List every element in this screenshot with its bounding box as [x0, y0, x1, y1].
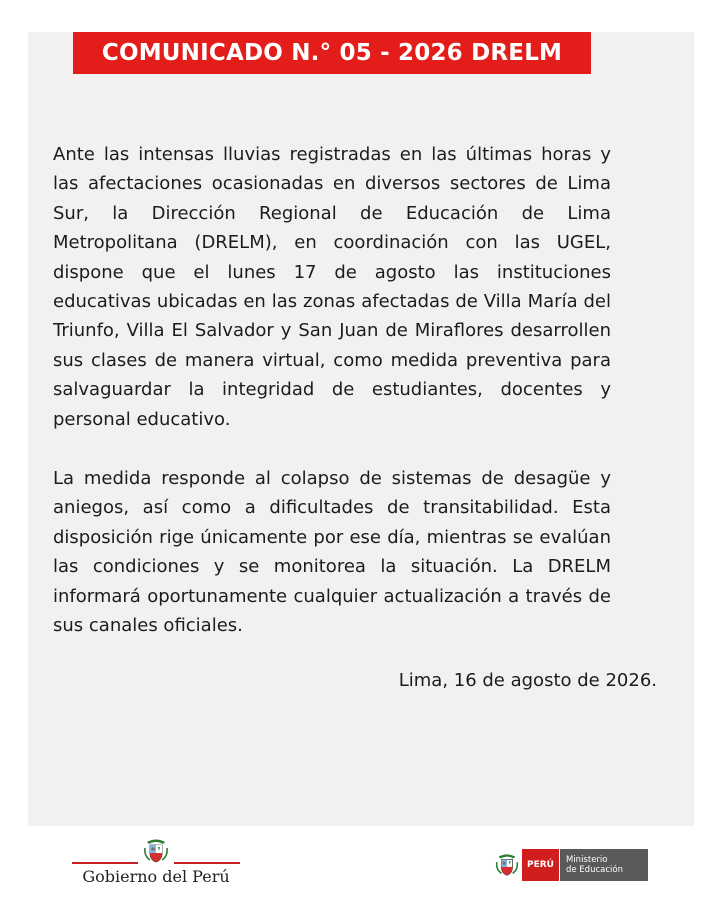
- paragraph-2: La medida responde al colapso de sistemas de desagüe y aniegos, así como a dificultades de transitabilidad. Esta disposición rige únicamente por ese día, mientras se evalúan las condiciones y se monitorea la situación. La DRELM informará oportunamente cualquier actualización a través de sus canales oficiales.: [53, 468, 611, 637]
- communique-title: COMUNICADO N.° 05 - 2026 DRELM: [101, 40, 563, 66]
- divider-line-right: [174, 862, 240, 864]
- peru-coat-of-arms-icon: [142, 838, 170, 864]
- paragraph-1: Ante las intensas lluvias registradas en las últimas horas y las afectaciones ocasionadas en diversos sectores de Lima Sur, la Dirección Regional de Educación de Lima Metropolitana (DRELM), en coordinación con las UGEL, dispone que el lunes 17 de agosto las instituciones educativas ubicadas en las zonas afectadas de Villa María del Triunfo, Villa El Salvador y San Juan de Miraflores desarrollen sus clases de manera virtual, como medida preventiva para salvaguardar la integridad de estudiantes, docentes y personal educativo.: [53, 144, 611, 430]
- title-banner: [73, 32, 591, 74]
- ministerio-label: [560, 849, 648, 881]
- peru-coat-of-arms-icon: [494, 852, 520, 878]
- ministerio-line-2: de Educación: [565, 865, 623, 875]
- divider-line-left: [72, 862, 138, 864]
- date-signature: Lima, 16 de agosto de 2026.: [398, 670, 657, 691]
- ministerio-de-educacion-logo: [494, 847, 648, 883]
- ministerio-line-1: Ministerio: [565, 855, 608, 865]
- gobierno-del-peru-logo: [72, 838, 240, 890]
- peru-label: PERÚ: [522, 849, 560, 881]
- gobierno-del-peru-text: Gobierno del Perú: [82, 867, 230, 886]
